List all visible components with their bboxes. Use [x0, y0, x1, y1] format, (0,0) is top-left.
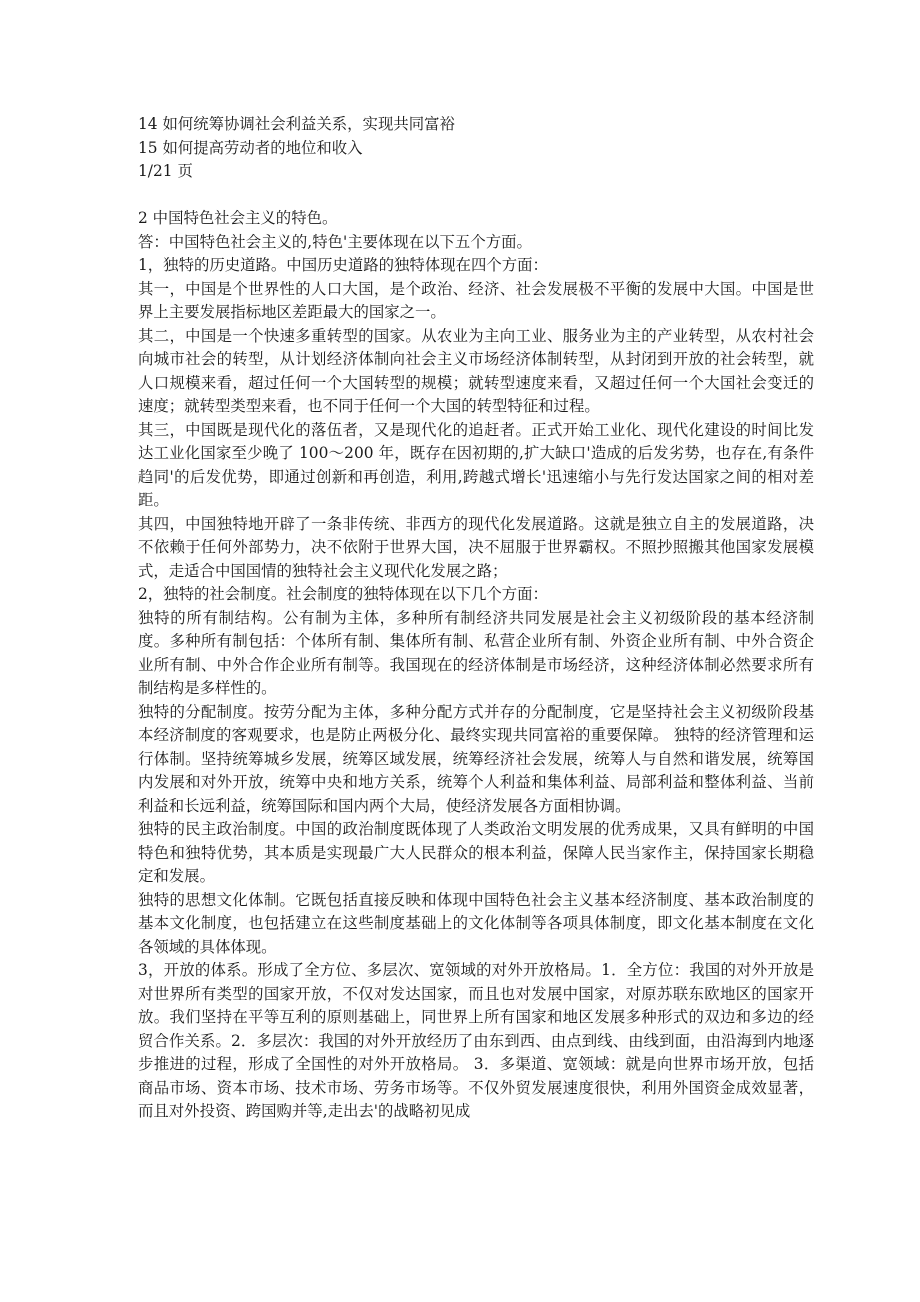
point-3-paragraph: 3，开放的体系。形成了全方位、多层次、宽领域的对外开放格局。1．全方位：我国的对外开放是对世界所有类型的国家开放，不仅对发达国家，而且也对发展中国家，对原苏联东欧地区的国家开放。我们坚持在平等互利的原则基础上，同世界上所有国家和地区发展多种形式的双边和多边的经贸合作关系。2．多层次：我国的对外开放经历了由东到西、由点到线、由线到面，由沿海到内地逐步推进的过程，形成了全国性的对外开放格局。 3．多渠道、宽领域：就是向世界市场开放，包括商品市场、资本市场、技术市场、劳务市场等。不仅外贸发展速度很快，利用外国资金成效显著，而且对外投资、跨国购并等,走出去'的战略初见成 — [138, 961, 814, 1120]
paragraph-democracy: 独特的民主政治制度。中国的政治制度既体现了人类政治文明发展的优秀成果，又具有鲜明的中国特色和独特优势，其本质是实现最广大人民群众的根本利益，保障人民当家作主，保持国家长期稳定和发展。 — [138, 820, 814, 885]
paragraph-first: 其一，中国是个世界性的人口大国，是个政治、经济、社会发展极不平衡的发展中大国。中国是世界上主要发展指标地区差距最大的国家之一。 — [138, 279, 814, 321]
point-1-heading: 1，独特的历史道路。中国历史道路的独特体现在四个方面： — [138, 256, 548, 274]
section-title: 2 中国特色社会主义的特色。 — [138, 209, 338, 227]
paragraph-second: 其二，中国是一个快速多重转型的国家。从农业为主向工业、服务业为主的产业转型，从农村社会向城市社会的转型，从计划经济体制向社会主义市场经济体制转型，从封闭到开放的社会转型，就人口规模来看，超过任何一个大国转型的规模；就转型速度来看，又超过任何一个大国社会变迁的速度；就转型类型来看，也不同于任何一个大国的转型特征和过程。 — [138, 326, 814, 415]
page-indicator: 1/21 页 — [138, 162, 193, 180]
paragraph-culture: 独特的思想文化体制。它既包括直接反映和体现中国特色社会主义基本经济制度、基本政治制度的基本文化制度，也包括建立在这些制度基础上的文化体制等各项具体制度，即文化基本制度在文化各领域的具体体现。 — [138, 890, 814, 956]
paragraph-fourth: 其四，中国独特地开辟了一条非传统、非西方的现代化发展道路。这就是独立自主的发展道路，决不依赖于任何外部势力，决不依附于世界大国，决不屈服于世界霸权。不照抄照搬其他国家发展模式，走适合中国国情的独特社会主义现代化发展之路； — [138, 514, 814, 580]
point-2-heading: 2，独特的社会制度。社会制度的独特体现在以下几个方面： — [138, 585, 548, 603]
question-15: 15 如何提高劳动者的地位和收入 — [138, 138, 363, 157]
spacer — [138, 184, 814, 208]
paragraph-distribution: 独特的分配制度。按劳分配为主体，多种分配方式并存的分配制度，它是坚持社会主义初级阶段基本经济制度的客观要求，也是防止两极分化、最终实现共同富裕的重要保障。 独特的经济管理和运行体制。坚持统筹城乡发展，统筹区域发展，统筹经济社会发展，统筹人与自然和谐发展，统筹国内发展和对外开放，统筹中央和地方关系，统筹个人利益和集体利益、局部利益和整体利益、当前利益和长远利益，统筹国际和国内两个大局，使经济发展各方面相协调。 — [138, 702, 814, 815]
answer-intro: 答：中国特色社会主义的,特色'主要体现在以下五个方面。 — [138, 232, 532, 251]
question-14: 14 如何统筹协调社会利益关系，实现共同富裕 — [138, 115, 455, 133]
paragraph-ownership: 独特的所有制结构。公有制为主体，多种所有制经济共同发展是社会主义初级阶段的基本经济制度。多种所有制包括：个体所有制、集体所有制、私营企业所有制、外资企业所有制、中外合资企业所有制、中外合作企业所有制等。我国现在的经济体制是市场经济，这种经济体制必然要求所有制结构是多样性的。 — [138, 608, 814, 697]
document-page — [138, 113, 814, 1124]
paragraph-third: 其三，中国既是现代化的落伍者，又是现代化的追赶者。正式开始工业化、现代化建设的时间比发达工业化国家至少晚了 100～200 年，既存在因初期的,扩大缺口'造成的后发劣势，也存在,有条件趋同'的后发优势，即通过创新和再创造，利用,跨越式增长'迅速缩小与先行发达国家之间的相对差距。 — [138, 420, 814, 509]
